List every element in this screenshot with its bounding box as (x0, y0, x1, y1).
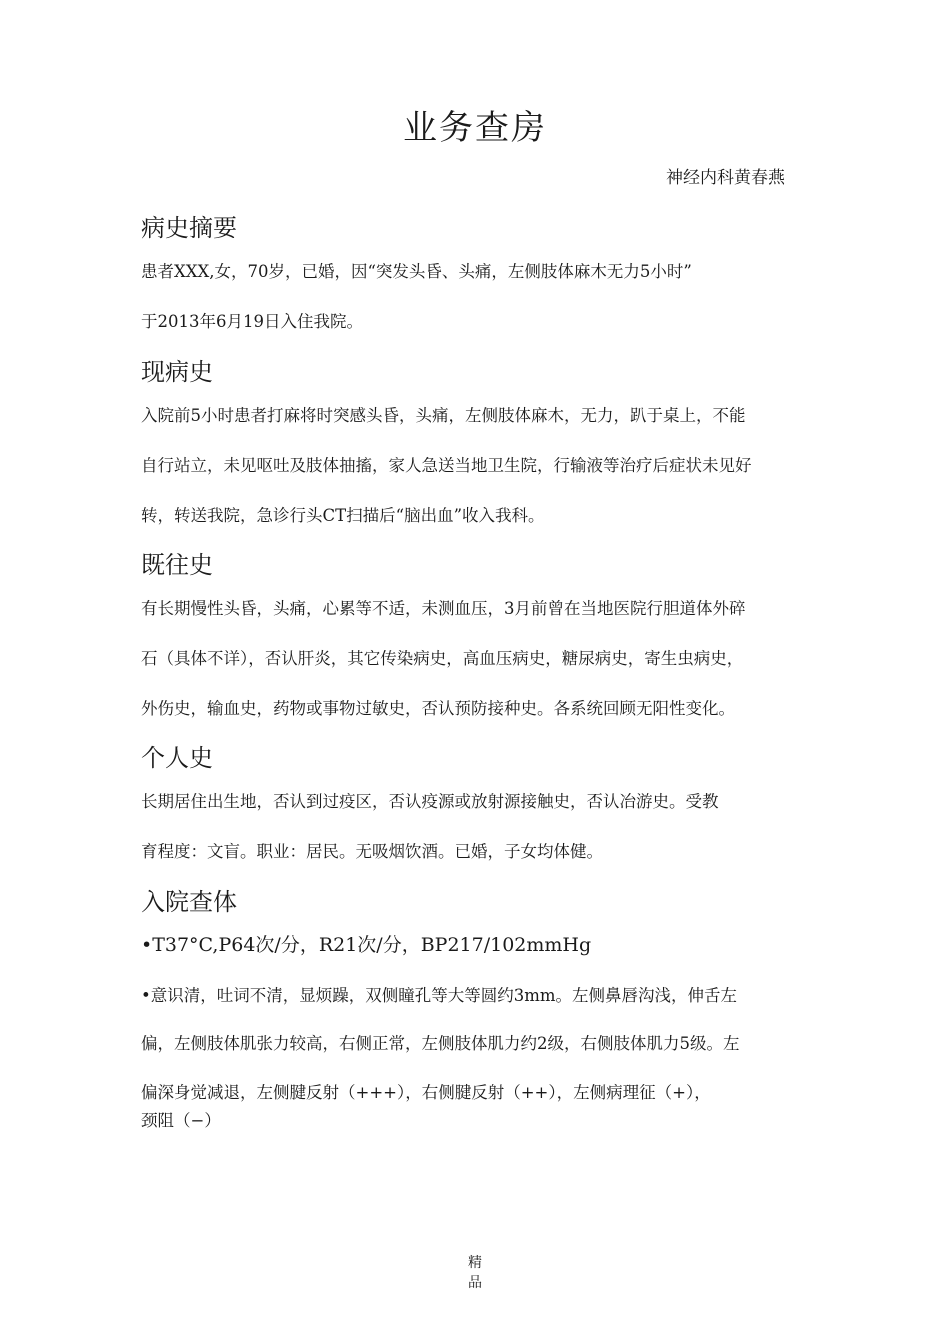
personal-history-line-1: 长期居住出生地，否认到过疫区，否认疫源或放射源接触史，否认冶游史。受教 (141, 792, 719, 811)
physical-exam-line-3: 偏深身觉减退，左侧腱反射（+++），右侧腱反射（++），左侧病理征（+）， (141, 1083, 711, 1102)
physical-exam-line-2: 偏，左侧肢体肌张力较高，右侧正常，左侧肢体肌力约2级，右侧肢体肌力5级。左 (141, 1034, 740, 1053)
section-heading-physical-exam: 入院查体 (141, 888, 237, 916)
section-heading-past-history: 既往史 (141, 551, 213, 579)
footer-char-1: 精 (468, 1255, 482, 1271)
present-illness-line-3: 转，转送我院，急诊行头CT扫描后“脑出血”收入我科。 (141, 506, 545, 525)
physical-exam-line-1: •意识清，吐词不清，显烦躁，双侧瞳孔等大等圆约3mm。左侧鼻唇沟浅，伸舌左 (141, 986, 738, 1005)
vital-signs-line: •T37°C,P64次/分，R21次/分，BP217/102mmHg (141, 934, 592, 956)
footer-char-2: 品 (468, 1275, 482, 1291)
past-history-line-1: 有长期慢性头昏，头痛，心累等不适，未测血压，3月前曾在当地医院行胆道体外碎 (141, 599, 746, 618)
section-heading-summary: 病史摘要 (141, 214, 237, 242)
past-history-line-2: 石（具体不详），否认肝炎，其它传染病史，高血压病史，糖尿病史，寄生虫病史， (141, 649, 744, 668)
present-illness-line-1: 入院前5小时患者打麻将时突感头昏，头痛，左侧肢体麻木，无力，趴于桌上，不能 (141, 406, 746, 425)
section-heading-present-illness: 现病史 (141, 358, 213, 386)
author-line: 神经内科黄春燕 (666, 168, 785, 188)
summary-line-2: 于2013年6月19日入住我院。 (141, 312, 363, 331)
document-title: 业务查房 (403, 108, 547, 148)
section-heading-personal-history: 个人史 (141, 744, 213, 772)
past-history-line-3: 外伤史，输血史，药物或事物过敏史，否认预防接种史。各系统回顾无阳性变化。 (141, 699, 735, 718)
present-illness-line-2: 自行站立，未见呕吐及肢体抽搐，家人急送当地卫生院，行输液等治疗后症状未见好 (141, 456, 752, 475)
personal-history-line-2: 育程度：文盲。职业：居民。无吸烟饮酒。已婚，子女均体健。 (141, 842, 603, 861)
summary-line-1: 患者XXX,女，70岁，已婚，因“突发头昏、头痛，左侧肢体麻木无力5小时” (141, 262, 692, 281)
physical-exam-line-4: 颈阻（−） (141, 1111, 221, 1130)
